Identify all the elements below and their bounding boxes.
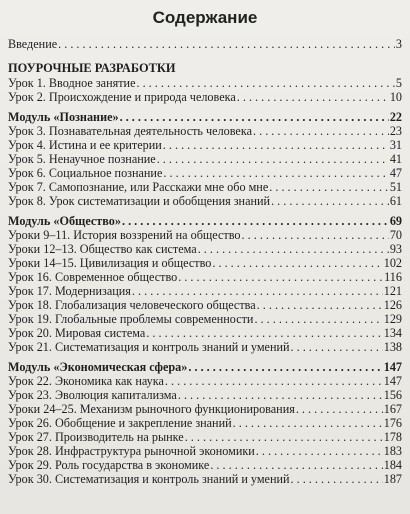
leader-dots [165,374,383,388]
toc-entry-page: 3 [395,37,402,51]
toc-entry-label: Урок 29. Роль государства в экономике [8,458,210,472]
page-title: Содержание [152,8,258,27]
toc-module-heading [8,110,402,124]
toc-entry-label: Урок 4. Истина и ее критерии [8,138,162,152]
leader-dots [233,416,383,430]
toc-entry-label: Урок 27. Производитель на рынке [8,430,184,444]
toc-entry [8,340,402,354]
toc-module-heading [8,214,402,228]
leader-dots [178,388,383,402]
leader-dots [212,256,382,270]
toc-entry-label: Урок 19. Глобальные проблемы современности [8,312,254,326]
leader-dots [242,228,389,242]
toc-entry [8,402,402,416]
toc-entry-label: Урок 28. Инфраструктура рыночной экономики [8,444,255,458]
toc-entry [8,90,402,104]
toc-entry [8,284,402,298]
leader-dots [185,430,383,444]
leader-dots [132,284,383,298]
toc-entry-label: Урок 23. Эволюция капитализма [8,388,177,402]
toc-entry-page: 116 [384,270,402,284]
toc-entry [8,430,402,444]
toc-entry-page: 23 [389,124,402,138]
toc-entry-label: Уроки 24–25. Механизм рыночного функционирования [8,402,295,416]
toc-entry-page: 41 [389,152,402,166]
toc-entry-page: 176 [383,416,402,430]
toc-entry [8,256,402,270]
toc-entry [8,416,402,430]
toc-entry [8,228,402,242]
toc-entry [8,326,402,340]
toc-entry-label: Урок 3. Познавательная деятельность человека [8,124,252,138]
toc-entry [8,242,402,256]
toc-entry-label: Урок 16. Современное общество [8,270,178,284]
toc-entry-page: 156 [383,388,402,402]
toc-entry-page: 5 [395,76,402,90]
toc-entry [8,374,402,388]
toc-entry-label: Модуль «Познание» [8,110,119,124]
leader-dots [198,242,389,256]
toc-entry [8,138,402,152]
leader-dots [136,76,394,90]
toc-entry-intro [8,37,402,51]
toc-entry-label: Урок 6. Социальное познание [8,166,163,180]
toc-entry-label: Модуль «Общество» [8,214,121,228]
toc-entry-page: 10 [389,90,402,104]
toc-entry-page: 147 [383,374,402,388]
leader-dots [188,360,382,374]
toc-entry [8,388,402,402]
toc-entry-page: 69 [389,214,402,228]
toc-entry-page: 61 [389,194,402,208]
leader-dots [254,312,382,326]
leader-dots [58,37,395,51]
toc-entry-label: Уроки 12–13. Общество как система [8,242,197,256]
toc-entry-label: Урок 5. Ненаучное познание [8,152,156,166]
toc-entry-page: 31 [389,138,402,152]
toc-entry-label: Урок 20. Мировая система [8,326,146,340]
toc-entry-label: Модуль «Экономическая сфера» [8,360,188,374]
toc-entry [8,458,402,472]
toc-entry-page: 93 [389,242,402,256]
toc-entry-label: Урок 22. Экономика как наука [8,374,164,388]
toc-entry [8,270,402,284]
leader-dots [253,124,389,138]
toc-entry-label: Урок 2. Происхождение и природа человека [8,90,236,104]
toc-entry-page: 138 [383,340,402,354]
toc-module-heading [8,360,402,374]
toc-entry-label: Урок 18. Глобализация человеческого общества [8,298,256,312]
toc-entry-label: Уроки 9–11. История воззрений на общество [8,228,241,242]
toc-entry-page: 22 [389,110,402,124]
toc-entry-page: 183 [383,444,402,458]
toc-entry-page: 178 [383,430,402,444]
toc-entry [8,298,402,312]
toc-entry [8,152,402,166]
toc-entry-page: 167 [383,402,402,416]
toc-entry-page: 134 [383,326,402,340]
leader-dots [291,472,383,486]
leader-dots [271,194,389,208]
leader-dots [237,90,389,104]
toc-entry [8,76,402,90]
toc-entry [8,194,402,208]
leader-dots [120,110,389,124]
toc-entry-label: Урок 7. Самопознание, или Расскажи мне обо мне [8,180,269,194]
toc-entry-page: 126 [383,298,402,312]
leader-dots [269,180,389,194]
toc-entry-page: 147 [383,360,402,374]
toc-entry-page: 102 [383,256,402,270]
toc-entry-label: Урок 1. Вводное занятие [8,76,136,90]
toc-entry-page: 121 [383,284,402,298]
toc-entry-page: 187 [383,472,402,486]
leader-dots [163,166,388,180]
leader-dots [256,444,383,458]
toc-entry-label: Урок 8. Урок систематизации и обобщения знаний [8,194,271,208]
leader-dots [122,214,389,228]
leader-dots [157,152,389,166]
toc-entry-page: 129 [383,312,402,326]
toc-entry-page: 47 [389,166,402,180]
toc-entry-page: 70 [389,228,402,242]
leader-dots [296,402,383,416]
toc-entry-label: Урок 17. Модернизация [8,284,131,298]
toc-entry [8,444,402,458]
leader-dots [178,270,383,284]
toc-entry-label: Уроки 14–15. Цивилизация и общество [8,256,212,270]
table-of-contents [8,37,402,486]
toc-entry [8,180,402,194]
toc-entry-label: Урок 26. Обобщение и закрепление знаний [8,416,232,430]
toc-entry-page: 184 [383,458,402,472]
leader-dots [146,326,382,340]
leader-dots [210,458,382,472]
leader-dots [291,340,383,354]
toc-entry-page: 51 [389,180,402,194]
toc-entry [8,166,402,180]
leader-dots [163,138,389,152]
section-heading: ПОУРОЧНЫЕ РАЗРАБОТКИ [8,61,176,75]
toc-entry [8,472,402,486]
toc-entry-label: Введение [8,37,58,51]
toc-entry [8,312,402,326]
leader-dots [257,298,383,312]
toc-entry-label: Урок 30. Систематизация и контроль знаний и умений [8,472,290,486]
toc-groups [8,76,402,486]
toc-entry-label: Урок 21. Систематизация и контроль знаний и умений [8,340,290,354]
toc-entry [8,124,402,138]
